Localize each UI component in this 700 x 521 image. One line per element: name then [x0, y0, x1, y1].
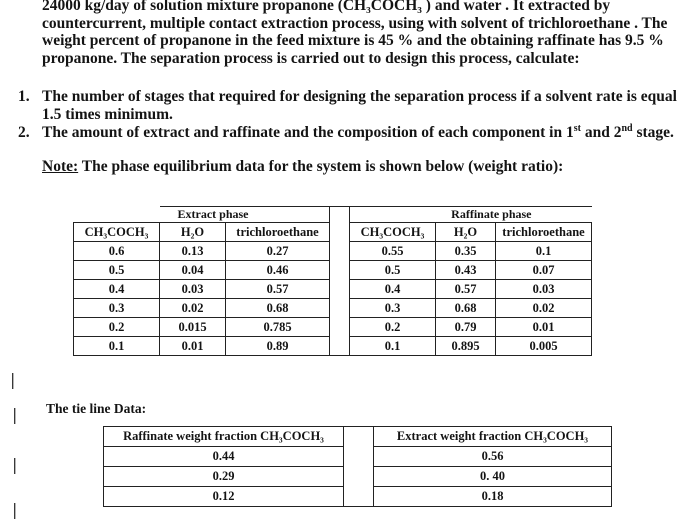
table-cell: 0.785: [226, 318, 330, 337]
question-2-sup-st: st: [573, 122, 581, 134]
table-cell: 0.18: [374, 487, 612, 507]
table-row: [74, 242, 592, 261]
table-row: [74, 318, 592, 337]
table-cell: 0.2: [350, 318, 436, 337]
col-header: H₂O: [436, 223, 496, 242]
equilibrium-group-row: [74, 207, 592, 223]
question-1: [18, 88, 678, 123]
table-cell: 0.56: [374, 447, 612, 467]
margin-mark: |: [12, 455, 18, 474]
extract-phase-label: Extract phase: [160, 207, 330, 223]
table-row: [104, 467, 612, 487]
table-cell: 0.3: [350, 299, 436, 318]
table-cell: 0.4: [74, 280, 160, 299]
extract-fraction-header: Extract weight fraction CH₃COCH₃: [374, 427, 612, 447]
question-2-text: [42, 124, 678, 142]
raffinate-phase-label: Raffinate phase: [350, 207, 592, 223]
col-header: H₂O: [160, 223, 226, 242]
table-cell: 0.5: [74, 261, 160, 280]
note: [42, 158, 682, 176]
col-header: CH₃COCH₃: [350, 223, 436, 242]
question-2-sup-nd: nd: [621, 122, 633, 134]
table-row: [74, 337, 592, 356]
table-cell: 0.03: [496, 280, 592, 299]
table-cell: 0.57: [436, 280, 496, 299]
problem-statement: 24000 kg/day of solution mixture propanone (CH₃COCH₃ ) and water . It extracted by countercurrent, multiple contact extraction process, using with solvent of trichloroethane . The weight percent of propanone in the feed mixture is 45 % and the obtaining raffinate has 9.5 % propanone. The separation process is carried out to design this process, calculate:: [42, 0, 668, 67]
table-cell: 0.27: [226, 242, 330, 261]
table-cell: 0.015: [160, 318, 226, 337]
table-cell: 0.02: [160, 299, 226, 318]
table-cell: 0.6: [74, 242, 160, 261]
table-cell: 0.895: [436, 337, 496, 356]
table-cell: 0.3: [74, 299, 160, 318]
col-header: trichloroethane: [496, 223, 592, 242]
margin-mark: |: [12, 500, 18, 519]
question-2-part-c: stage.: [632, 124, 674, 141]
tie-line-title: The tie line Data:: [46, 401, 147, 416]
question-1-text: The number of stages that required for designing the separation process if a solvent rate is equal 1.5 times minimum.: [42, 88, 677, 123]
table-cell: 0.2: [74, 318, 160, 337]
tie-line-header-row: [104, 427, 612, 447]
table-cell: 0.79: [436, 318, 496, 337]
table-cell: 0.1: [350, 337, 436, 356]
table-cell: 0.1: [496, 242, 592, 261]
table-cell: 0.01: [496, 318, 592, 337]
table-cell: 0.1: [74, 337, 160, 356]
table-row: [104, 487, 612, 507]
table-cell: 0.35: [436, 242, 496, 261]
table-row: [74, 280, 592, 299]
table-cell: 0.03: [160, 280, 226, 299]
table-cell: 0.02: [496, 299, 592, 318]
equilibrium-table: [73, 206, 592, 356]
table-row: [104, 447, 612, 467]
table-cell: 0.89: [226, 337, 330, 356]
table-cell: 0.005: [496, 337, 592, 356]
margin-mark: |: [10, 370, 16, 389]
note-text: The phase equilibrium data for the system is shown below (weight ratio):: [78, 158, 564, 175]
tie-line-table: [103, 426, 612, 507]
table-cell: 0.55: [350, 242, 436, 261]
table-cell: 0.44: [104, 447, 344, 467]
table-cell: 0.43: [436, 261, 496, 280]
table-row: [74, 261, 592, 280]
question-2: [18, 124, 678, 142]
table-cell: 0.57: [226, 280, 330, 299]
equilibrium-header-row: [74, 223, 592, 242]
table-cell: 0.68: [436, 299, 496, 318]
table-cell: 0.5: [350, 261, 436, 280]
question-2-part-a: The amount of extract and raffinate and the composition of each component in 1: [42, 124, 574, 141]
col-header: trichloroethane: [226, 223, 330, 242]
table-cell: 0.68: [226, 299, 330, 318]
table-cell: 0.12: [104, 487, 344, 507]
question-list: [18, 88, 678, 142]
note-label: Note:: [42, 158, 79, 175]
question-2-number: 2.: [18, 124, 30, 141]
table-cell: 0. 40: [374, 467, 612, 487]
raffinate-fraction-header: Raffinate weight fraction CH₃COCH₃: [104, 427, 344, 447]
table-cell: 0.01: [160, 337, 226, 356]
table-cell: 0.13: [160, 242, 226, 261]
margin-mark: |: [12, 405, 18, 424]
col-header: CH₃COCH₃: [74, 223, 160, 242]
question-2-part-b: and 2: [580, 124, 622, 141]
table-cell: 0.4: [350, 280, 436, 299]
question-1-number: 1.: [18, 88, 30, 105]
table-cell: 0.46: [226, 261, 330, 280]
table-cell: 0.29: [104, 467, 344, 487]
table-cell: 0.07: [496, 261, 592, 280]
table-cell: 0.04: [160, 261, 226, 280]
table-row: [74, 299, 592, 318]
